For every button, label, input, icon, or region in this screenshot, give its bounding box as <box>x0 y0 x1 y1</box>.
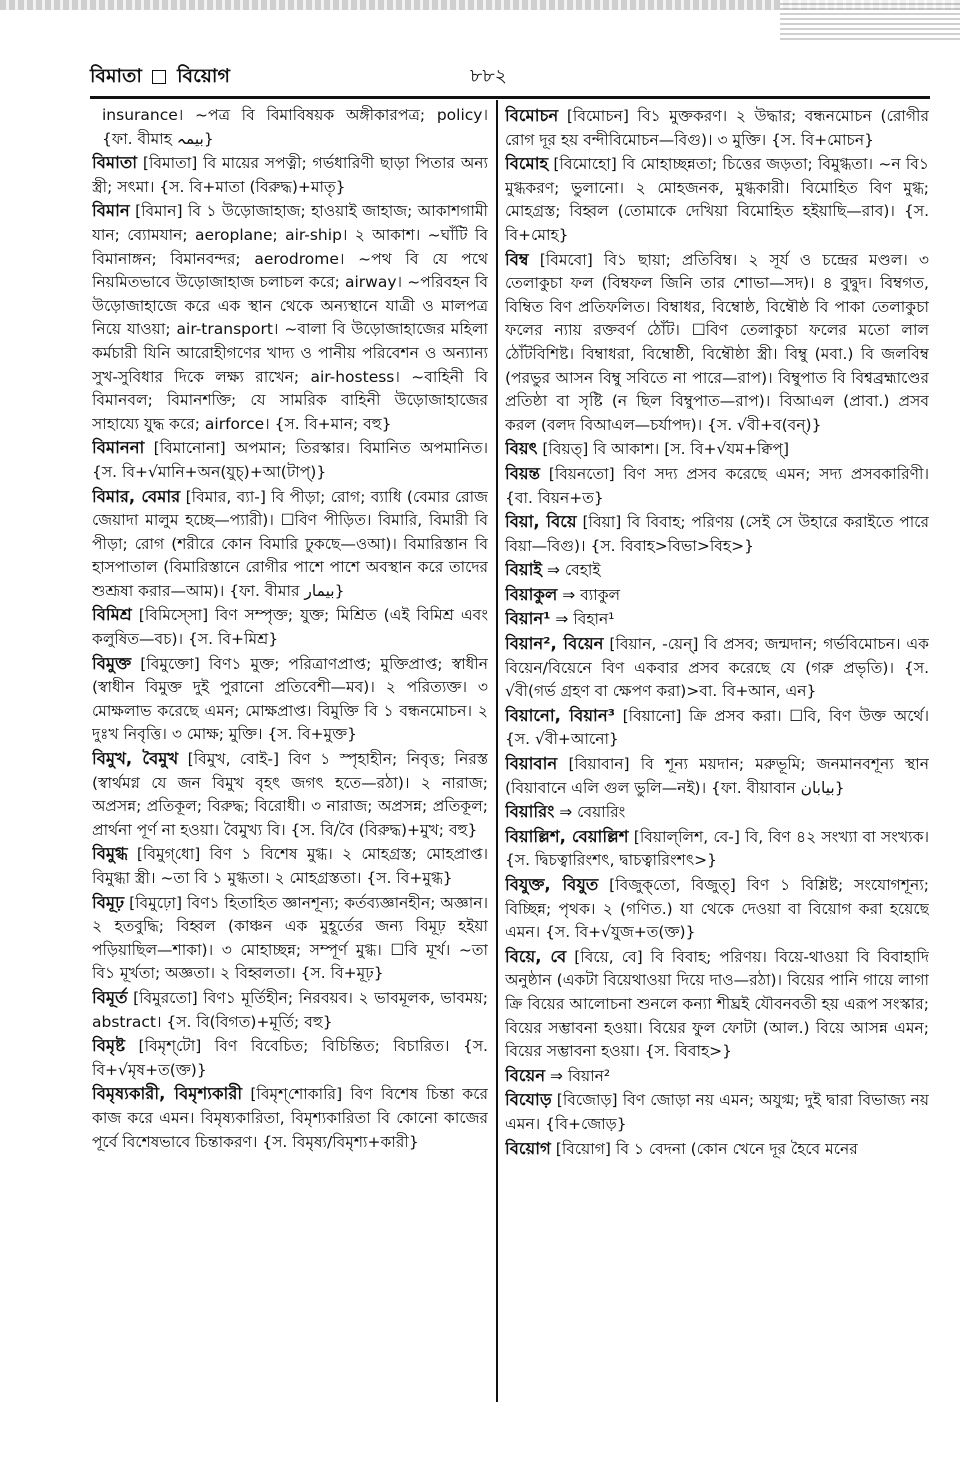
entry-headword: বিম্ব <box>505 249 529 269</box>
entry-text: [বিয়নতো] বিণ সদ্য প্রসব করেছে এমন; সদ্য প্রসবকারিণী। {বা. বিয়ন+ত} <box>505 464 929 507</box>
entry-headword: বিয়ান², বিয়েন <box>505 634 604 654</box>
dictionary-entry <box>505 583 929 608</box>
scan-edge-corner <box>780 0 960 40</box>
entry-headword: বিয়াকুল <box>505 584 558 604</box>
entry-headword: বিমার, বেমার <box>92 486 181 506</box>
guide-word-first: বিমাতা <box>90 65 142 87</box>
entry-text: [বিয়াল্‌লিশ, বে-] বি, বিণ ৪২ সংখ্যা বা সংখ্যক। {স. দ্বিচত্বারিংশৎ, দ্বাচত্বারিংশৎ>} <box>505 827 929 870</box>
entry-text: [বিজুক্‌তো, বিজুত্] বিণ ১ বিশ্লিষ্ট; সংযোগশূন্য; বিচ্ছিন্ন; পৃথক। ২ (গণিত.) যা থেকে দেওয়া বা বিয়োগ করা হয়েছে এমন। {স. বি+√যুজ+ত(ক্ত)} <box>505 876 929 942</box>
entry-text: [বিমানোনা] অপমান; তিরস্কার। বিমানিত অপমানিত। {স. বি+√মানি+অন(যুচ্)+আ(টাপ্)} <box>92 439 488 481</box>
dictionary-entry <box>505 1137 929 1162</box>
entry-text: insurance। ~পত্র বি বিমাবিষয়ক অঙ্গীকারপত্র; policy। {ফা. বীমাহ بیمہ} <box>102 106 488 148</box>
dictionary-entry <box>505 510 929 558</box>
page-number: ৮৮২ <box>470 65 508 87</box>
left-column <box>92 104 488 1404</box>
dictionary-entry <box>92 436 488 484</box>
guide-words <box>90 62 230 94</box>
running-head <box>90 62 930 94</box>
dictionary-entry <box>505 945 929 1064</box>
entry-text: [বিমৃশ্‌শোকারি] বিণ বিশেষ চিন্তা করে কাজ করে এমন। বিমৃষ্যকারিতা, বিমৃশ্যকারিতা বি কোনো কাজের পূর্বে বিশেষভাবে চিন্তাকরণ। {স. বিমৃষ্য/বিমৃশ্য+কারী} <box>92 1085 488 1151</box>
entry-headword: বিয়োগ <box>505 1138 551 1158</box>
entry-headword: বিয়ান¹ <box>505 609 551 629</box>
dictionary-entry <box>505 152 929 247</box>
dictionary-entry <box>505 825 929 873</box>
entry-headword: বিযোড় <box>505 1090 552 1110</box>
dictionary-entry <box>92 891 488 986</box>
entry-text: ⇒ বিয়ান² <box>550 1066 611 1085</box>
entry-text: [বিমান] বি ১ উড়োজাহাজ; হাওয়াই জাহাজ; আকাশগামী যান; ব্যোমযান; aeroplane; air-ship। ২ আকাশ। ~ঘাঁটি বি বিমানাঙ্গন; বিমানবন্দর; aerodrome। ~পথ বি যে পথে নিয়মিতভাবে উড়োজাহাজ চলাচল করে; airway। ~পরিবহন বি উড়োজাহাজে করে এক স্থান থেকে অন্যস্থানে যাত্রী ও মালপত্র নিয়ে যাওয়া; air-transport। ~বালা বি উড়োজাহাজের মহিলা কর্মচারী যিনি আরোহীগণের খাদ্য ও পানীয় পরিবেশন ও অন্যান্য সুখ-সুবিধার দিকে লক্ষ্য রাখেন; air-hostess। ~বাহিনী বি বিমানবল; বিমানশক্তি; যে সামরিক বাহিনী উড়োজাহাজের সাহায্যে যুদ্ধ করে; airforce। {স. বি+মান; বহু} <box>92 202 488 433</box>
dictionary-entry <box>92 603 488 651</box>
entry-headword: বিমুখ, বৈমুখ <box>92 749 179 769</box>
dictionary-entry <box>92 986 488 1034</box>
dictionary-entry <box>92 485 488 604</box>
dictionary-entry <box>505 607 929 632</box>
entry-headword: বিয়ন্ত <box>505 463 540 483</box>
dictionary-entry <box>505 1064 929 1089</box>
entry-text: [বিয়ানো] ক্রি প্রসব করা। ☐বি, বিণ উক্ত অর্থে। {স. √বী+আনো} <box>505 706 929 749</box>
dictionary-entry <box>505 462 929 510</box>
entry-text: [বিয়ান, -য়েন্] বি প্রসব; জন্মদান; গর্ভবিমোচন। এক বিয়েন/বিয়েনে বিণ একবার প্রসব করেছে যে (গরু প্রভৃতি)। {স. √বী(গর্ভ গ্রহণ বা ক্ষেপণ করা)>বা. বি+আন, এন} <box>505 635 929 701</box>
entry-headword: বিমুগ্ধ <box>92 844 128 864</box>
entry-headword: বিমূঢ় <box>92 892 125 912</box>
dictionary-entry <box>92 842 488 890</box>
entry-text: [বিমুরতো] বিণ১ মূর্তিহীন; নিরবয়ব। ২ ভাবমূলক, ভাবময়; abstract। {স. বি(বিগত)+মূর্তি; বহু} <box>92 988 488 1031</box>
entry-headword: বিমোহ <box>505 154 549 174</box>
entry-text: [বিয়ে, বে] বি বিবাহ; পরিণয়। বিয়ে-থাওয়া বি বিবাহাদি অনুষ্ঠান (একটা বিয়েথাওয়া দিয়ে দাও—রঠা)। বিয়ের পানি গায়ে লাগা ক্রি বিয়ের আলোচনা শুনলে কন্যা শীঘ্রই যৌবনবতী হয় এরূপ সংস্কার; বিয়ের সম্ভাবনা হওয়া। বিয়ের ফুল ফোটা (আল.) বিয়ে আসন্ন এমন; বিয়ের সম্ভাবনা হওয়া। {স. বিবাহ>} <box>505 947 929 1061</box>
entry-headword: বিয়ে, বে <box>505 946 567 966</box>
dictionary-entry <box>505 704 929 752</box>
entry-text: [বিমোচন] বি১ মুক্তকরণ। ২ উদ্ধার; বন্ধনমোচন (রোগীর রোগ দূর হয় বন্দীবিমোচন—বিগু)। ৩ মুক্তি। {স. বি+মোচন} <box>505 107 929 149</box>
dictionary-entry <box>505 752 929 800</box>
entry-headword: বিমোচন <box>505 106 559 125</box>
entry-text: ⇒ বেহাই <box>546 561 601 580</box>
dictionary-entry <box>505 800 929 825</box>
dictionary-entry <box>92 1034 488 1082</box>
entry-headword: বিযুক্ত, বিযুত <box>505 875 599 894</box>
entry-headword: বিমাননা <box>92 438 145 458</box>
entry-text: [বিমাতা] বি মায়ের সপত্নী; গর্ভধারিণী ছাড়া পিতার অন্য স্ত্রী; সৎমা। {স. বি+মাতা (বিরুদ্ধ)+মাতৃ} <box>92 154 488 196</box>
dictionary-entry <box>505 873 929 945</box>
dictionary-entry <box>505 632 929 704</box>
dictionary-entry <box>92 652 488 747</box>
entry-headword: বিমিশ্র <box>92 605 132 625</box>
entry-headword: বিমৃষ্যকারী, বিমৃশ্যকারী <box>92 1084 243 1104</box>
column-separator <box>496 100 498 1402</box>
entry-headword: বিয়াই <box>505 560 542 580</box>
entry-text: ⇒ ব্যাকুল <box>562 585 621 604</box>
dictionary-entry <box>92 104 488 151</box>
square-icon <box>152 70 166 84</box>
entry-text: [বিমুখ, বোই-] বিণ ১ স্পৃহাহীন; নিবৃত্ত; নিরস্ত (স্বার্থমগ্ন যে জন বিমুখ বৃহৎ জগৎ হতে—রঠা)। ২ নারাজ; অপ্রসন্ন; প্রতিকূল; বিরুদ্ধ; বিরোধী। ৩ নারাজ; অপ্রসন্ন; প্রতিকূল; প্রার্থনা পূর্ণ না হওয়া। বৈমুখ্য বি। {স. বি/বৈ (বিরুদ্ধ)+মুখ; বহু} <box>92 750 488 839</box>
entry-text: [বিমৃশ্‌টো] বিণ বিবেচিত; বিচিন্তিত; বিচারিত। {স. বি+√মৃষ+ত(ক্ত)} <box>92 1037 488 1079</box>
entry-headword: বিমৃষ্ট <box>92 1036 125 1056</box>
right-column <box>505 104 929 1404</box>
entry-text: [বিয়াবান] বি শূন্য ময়দান; মরুভূমি; জনমানবশূন্য স্থান (বিয়াবানে এলি গুল ভুলি—নই)। {ফা. বীয়াবান بیابان} <box>505 755 929 797</box>
entry-headword: বিয়েন <box>505 1065 546 1085</box>
entry-text: [বিয়া] বি বিবাহ; পরিণয় (সেই সে উহারে করাইতে পারে বিয়া—বিগু)। {স. বিবাহ>বিভা>বিহ>} <box>505 513 929 555</box>
entry-text: [বিমবো] বি১ ছায়া; প্রতিবিম্ব। ২ সূর্য ও চন্দ্রের মণ্ডল। ৩ তেলাকুচা ফল (বিম্বফল জিনি তার শোভা—সদ)। ৪ বুদ্বুদ। বিম্বগত, বিম্বিত বিণ প্রতিফলিত। বিম্বাধর, বিম্বোষ্ঠ, বিম্বৌষ্ঠ বি পাকা তেলাকুচা ফলের ন্যায় রক্তবর্ণ ঠোঁট। ☐বিণ তেলাকুচা ফলের মতো লাল ঠোঁটবিশিষ্ট। বিম্বাধরা, বিম্বোষ্ঠী, বিম্বৌষ্ঠা স্ত্রী। বিম্বু (মবা.) বি জলবিম্ব (পরভুর আসন বিম্বু সবিতে না পারে—রাপ)। বিম্বুপাত বি বিশ্বব্রহ্মাণ্ডের প্রতিষ্ঠা বা সৃষ্টি (ন ছিল বিম্বুপাত—রাপ)। বিআএল (প্রাবা.) প্রসব করল (বলদ বিআএল—চর্যাপদ)। {স. √বী+ব(বন্)} <box>505 250 929 434</box>
dictionary-entry <box>92 747 488 842</box>
entry-text: ⇒ বিহান¹ <box>555 610 615 629</box>
entry-text: [বিয়োগ] বি ১ বেদনা (কোন খেনে দূর হৈবে মনের <box>555 1139 858 1158</box>
entry-text: [বিমিস্সো] বিণ সম্পৃক্ত; যুক্ত; মিশ্রিত (এই বিমিশ্র এবং কলুষিত—বচ)। {স. বি+মিশ্র} <box>92 606 488 649</box>
dictionary-entry <box>505 104 929 152</box>
entry-text: [বিমোহো] বি মোহাচ্ছন্নতা; চিত্তের জড়তা; বিমুগ্ধতা। ~ন বি১ মুগ্ধকরণ; ভুলানো। ২ মোহজনক, মুগ্ধকারী। বিমোহিত বিণ মুগ্ধ; মোহগ্রস্ত; বিহ্বল (তোমাকে দেখিয়া বিমোহিত হইয়াছি—রাব)। {স. বি+মোহ} <box>505 155 929 244</box>
entry-headword: বিয়ারিং <box>505 802 555 822</box>
header-rule <box>90 96 930 99</box>
dictionary-entry <box>92 1082 488 1154</box>
entry-text: [বিয়ত্] বি আকাশ। [স. বি+√যম+ক্বিপ্] <box>542 440 789 459</box>
entry-text: ⇒ বেয়ারিং <box>559 803 626 822</box>
entry-text: [বিমুক্তো] বিণ১ মুক্ত; পরিত্রাণপ্রাপ্ত; মুক্তিপ্রাপ্ত; স্বাধীন (স্বাধীন বিমুক্ত দুই পুরানো প্রতিবেশী—মব)। ২ পরিত্যক্ত। ৩ মোক্ষলাভ করেছে এমন; মোক্ষপ্রাপ্ত। বিমুক্তি বি ১ বন্ধনমোচন। ২ দুঃখ নিবৃত্তি। ৩ মোক্ষ; মুক্তি। {স. বি+মুক্ত} <box>92 654 488 744</box>
dictionary-entry <box>505 558 929 583</box>
dictionary-entry <box>505 437 929 462</box>
entry-headword: বিয়াবান <box>505 754 558 774</box>
guide-word-last: বিয়োগ <box>177 65 230 87</box>
entry-headword: বিমুক্ত <box>92 653 132 673</box>
dictionary-entry <box>92 199 488 436</box>
entry-headword: বিমাতা <box>92 153 138 173</box>
entry-headword: বিয়ানো, বিয়ান³ <box>505 705 615 725</box>
entry-headword: বিমান <box>92 201 130 221</box>
dictionary-entry <box>505 248 929 438</box>
entry-text: [বিমুঢ়ো] বিণ১ হিতাহিত জ্ঞানশূন্য; কর্তব্যজ্ঞানহীন; অজ্ঞান। ২ হতবুদ্ধি; বিহ্বল (কাঞ্চন এক মুহূর্তের জন্য বিমূঢ় হইয়া পড়িয়াছিল—শাকা)। ৩ মোহাচ্ছন্ন; সম্পূর্ণ মুগ্ধ। ☐বি মূর্খ। ~তা বি১ মূর্খতা; অজ্ঞতা। ২ বিহ্বলতা। {স. বি+মূঢ়} <box>92 893 488 983</box>
dictionary-entry <box>92 151 488 199</box>
entry-headword: বিয়াল্লিশ, বেয়াল্লিশ <box>505 826 629 846</box>
entry-text: [বিমুগ্‌ধো] বিণ ১ বিশেষ মুগ্ধ। ২ মোহগ্রস্ত; মোহপ্রাপ্ত। বিমুগ্ধা স্ত্রী। ~তা বি ১ মুগ্ধতা। ২ মোহগ্রস্ততা। {স. বি+মুগ্ধ} <box>92 845 488 887</box>
entry-headword: বিয়ৎ <box>505 439 538 459</box>
entry-text: [বিমার, ব্যা-] বি পীড়া; রোগ; ব্যাধি (বেমার রোজ জেয়াদা মালুম হচ্ছে—প্যারী)। ☐বিণ পীড়িত। বিমারি, বিমারী বি পীড়া; রোগ (শরীরে কোন বিমারি ঢুকছে—ওআ)। বিমারিস্তান বি হাসপাতাল (বিমারিস্তানে রোগীর পাশে পাশে অবস্থান করে তাদের শুশ্রূষা করার—আম)। {ফা. বীমার بیمار} <box>92 487 488 600</box>
dictionary-entry <box>505 1088 929 1136</box>
entry-text: [বিজোড়] বিণ জোড়া নয় এমন; অযুগ্ম; দুই দ্বারা বিভাজ্য নয় এমন। {বি+জোড়} <box>505 1091 929 1133</box>
entry-headword: বিমূর্ত <box>92 987 128 1007</box>
entry-headword: বিয়া, বিয়ে <box>505 512 577 532</box>
